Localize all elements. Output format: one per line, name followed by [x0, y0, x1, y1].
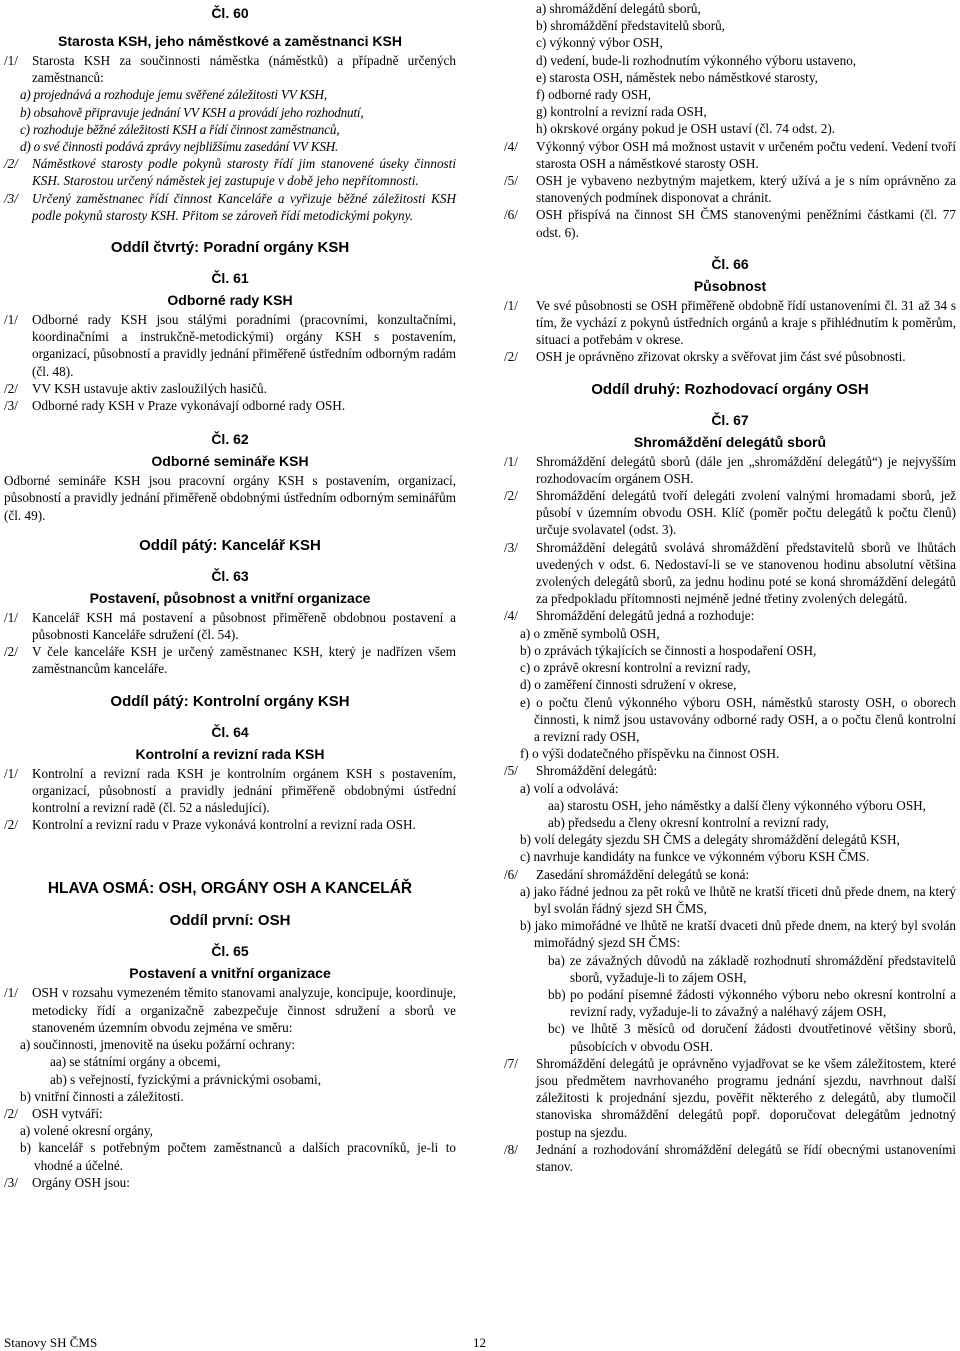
art62-title: Odborné semináře KSH — [151, 453, 309, 470]
art60-item-d: d) o své činnosti podává zprávy nejbližšímu zasedání VV KSH. — [20, 139, 339, 155]
art67-para5-item-ab: ab) předsedu a členy okresní kontrolní a revizní rady, — [548, 814, 829, 830]
art65-para3: /3/ Orgány OSH jsou: — [4, 1174, 130, 1190]
art60-item-a: a) projednává a rozhoduje jemu svěřené záležitosti VV KSH, — [20, 87, 327, 103]
art67-para5-item-a: a) volí a odvolává: — [520, 780, 619, 796]
art61-number: Čl. 61 — [211, 270, 249, 287]
art67-para4-item-a: a) o změně symbolů OSH, — [520, 625, 660, 641]
para4: /4/ Výkonný výbor OSH má možnost ustavit v určeném počtu vedení. Vedení tvoří starosta OSH a náměstkové starosty OSH. — [504, 138, 956, 171]
art60-para3: /3/ Určený zaměstnanec řídí činnost Kanceláře a vyřizuje běžné záležitosti KSH podle pokynů starosty KSH. Přitom se zároveň řídí metodickými pokyny. — [4, 190, 456, 223]
art67-para7: /7/ Shromáždění delegátů je oprávněno vyjadřovat se ke všem záležitostem, které jsou předmětem navrhovaného programu jednání sjezdu, navrhnout další záležitosti k projednání sjezdu, pověřit některého z delegátů, aby tlumočil stanoviska shromáždění delegátů popř. doporučovat delegátům jednotný postup na sjezdu. — [504, 1055, 956, 1140]
art65-item-ab: ab) s veřejností, fyzickými a právnickými osobami, — [50, 1071, 322, 1087]
art65-para2-item-b: b) kancelář s potřebným počtem zaměstnanců a dalších pracovníků, je-li to vhodné a účelné. — [20, 1140, 456, 1173]
art63-para2: /2/ V čele kanceláře KSH je určený zaměstnanec KSH, který je nadřízen všem zaměstnancům kanceláře. — [4, 644, 456, 677]
para5: /5/ OSH je vybaveno nezbytným majetkem, který užívá a je s ním oprávněno za stanovených podmínek disponovat a chránit. — [504, 173, 956, 206]
art67-para2: /2/ Shromáždění delegátů tvoří delegáti zvolení valnými hromadami sborů, jež působí v územním obvodu OSH. Klíč (poměr počtu delegátů k počtu členů) určuje svolavatel (odst. 3). — [504, 488, 956, 538]
art67-para6-item-ba: ba) ze závažných důvodů na základě rozhodnutí shromáždění představitelů sborů, vyžaduje-li to zájem OSH, — [548, 952, 956, 985]
organ-item-g: g) kontrolní a revizní rada OSH, — [536, 104, 707, 120]
section4-title: Oddíl čtvrtý: Poradní orgány KSH — [110, 239, 350, 257]
art66-title: Působnost — [693, 277, 767, 294]
art65-item-a: a) součinnosti, jmenovitě na úseku požární ochrany: — [20, 1037, 296, 1053]
art67-para1: /1/ Shromáždění delegátů sborů (dále jen „shromáždění delegátů“) je nejvyšším rozhodovacím orgánem OSH. — [504, 453, 956, 486]
art60-number: Čl. 60 — [211, 5, 249, 21]
art65-para1: /1/ OSH v rozsahu vymezeném těmito stanovami analyzuje, koncipuje, koordinuje, metodicky řídí a organizačně zabezpečuje činnost sdružení a sborů ve stanoveném územním obvodu zejména ve směru: — [4, 985, 456, 1035]
art60-para2: /2/ Náměstkové starosty podle pokynů starosty řídí jim stanovené úseky činnosti KSH. Starostou určený náměstek jej zastupuje v době jeho nepřítomnosti. — [4, 156, 456, 189]
section2-title: Oddíl druhý: Rozhodovací orgány OSH — [591, 380, 869, 398]
art67-para6-item-bb: bb) po podání písemné žádosti výkonného výboru nebo okresní kontrolní a revizní rady, vyžaduje-li to závažný a naléhavý zájem OSH, — [548, 986, 956, 1020]
art60-title: Starosta KSH, jeho náměstkové a zaměstnanci KSH — [58, 33, 402, 49]
art65-para2: /2/ OSH vytváří: — [4, 1105, 103, 1121]
section5a-title: Oddíl pátý: Kancelář KSH — [139, 536, 321, 554]
organ-item-c: c) výkonný výbor OSH, — [536, 35, 663, 51]
art61-title: Odborné rady KSH — [167, 292, 293, 309]
footer-page-number: 12 — [473, 1335, 486, 1350]
art65-title: Postavení a vnitřní organizace — [129, 965, 331, 982]
art66-para2: /2/ OSH je oprávněno zřizovat okrsky a svěřovat jim část své působnosti. — [504, 349, 906, 365]
art67-para5-item-b: b) volí delegáty sjezdu SH ČMS a delegáty shromáždění delegátů KSH, — [520, 832, 900, 848]
organ-item-b: b) shromáždění představitelů sborů, — [536, 18, 725, 34]
art64-para1: /1/ Kontrolní a revizní rada KSH je kontrolním orgánem KSH s postavením, organizací, působností a pravidly jednání přiměřeně obdobnými ústřední kontrolní a revizní radě (čl. 52 a následující). — [4, 765, 456, 816]
art61-para3: /3/ Odborné rady KSH v Praze vykonávají odborné rady OSH. — [4, 398, 346, 414]
para6: /6/ OSH přispívá na činnost SH ČMS stanovenými peněžními částkami (čl. 77 odst. 6). — [504, 207, 956, 240]
organ-item-h: h) okrskové orgány pokud je OSH ustaví (čl. 74 odst. 2). — [536, 121, 836, 137]
art67-para6: /6/ Zasedání shromáždění delegátů se koná: — [504, 866, 750, 882]
organ-item-f: f) odborné rady OSH, — [536, 87, 651, 103]
art60-item-b: b) obsahově připravuje jednání VV KSH a provádí jeho rozhodnutí, — [20, 104, 364, 120]
art67-para3: /3/ Shromáždění delegátů svolává shromáždění představitelů sborů ve lhůtách uvedených v odst. 6. Nedostaví-li se ve stanovenou hodinu absolutní většina zvolených delegátů sborů, za jednu hodinu poté se koná shromáždění delegátů za předpokladu přítomnosti nejméně jedné třetiny zvolených delegátů. — [504, 539, 956, 607]
head8-title: HLAVA OSMÁ: OSH, ORGÁNY OSH A KANCELÁŘ — [47, 880, 413, 898]
art67-para6-item-b: b) jako mimořádné ve lhůtě ne kratší dvaceti dnů přede dnem, na který byl svolán mimořádný sjezd SH ČMS: — [520, 918, 956, 951]
art63-title: Postavení, působnost a vnitřní organizace — [89, 589, 371, 606]
art66-number: Čl. 66 — [711, 255, 749, 272]
art65-number: Čl. 65 — [211, 943, 249, 960]
art65-para2-item-a: a) volené okresní orgány, — [20, 1123, 153, 1139]
art65-item-aa: aa) se státními orgány a obcemi, — [50, 1054, 221, 1070]
organ-item-d: d) vedení, bude-li rozhodnutím výkonného výboru ustaveno, — [536, 52, 857, 68]
art60-para1: /1/ Starosta KSH za součinnosti náměstka (náměstků) a případně určených zaměstnanců: — [4, 53, 456, 86]
left-column — [4, 0, 456, 1191]
art67-para5-item-aa: aa) starostu OSH, jeho náměstky a další členy výkonného výboru OSH, — [548, 797, 926, 813]
art67-para5-item-c: c) navrhuje kandidáty na funkce ve výkonném výboru KSH ČMS. — [520, 849, 870, 865]
art62-number: Čl. 62 — [211, 431, 249, 448]
art64-number: Čl. 64 — [211, 723, 249, 740]
art67-para4: /4/ Shromáždění delegátů jedná a rozhoduje: — [504, 608, 755, 624]
art63-para1: /1/ Kancelář KSH má postavení a působnost přiměřeně obdobnou postavení a působnosti Kanceláře sdružení (čl. 54). — [4, 609, 456, 643]
art63-number: Čl. 63 — [211, 567, 249, 584]
organ-item-e: e) starosta OSH, náměstek nebo náměstkové starosty, — [536, 69, 818, 85]
para-number: /1/ — [4, 53, 18, 68]
art67-para5: /5/ Shromáždění delegátů: — [504, 763, 658, 779]
art61-para2: /2/ VV KSH ustavuje aktiv zasloužilých hasičů. — [4, 380, 267, 396]
section1-title: Oddíl první: OSH — [169, 912, 291, 930]
art67-title: Shromáždění delegátů sborů — [633, 433, 827, 450]
right-column — [504, 0, 956, 1175]
section5b-title: Oddíl pátý: Kontrolní orgány KSH — [110, 692, 350, 710]
art64-title: Kontrolní a revizní rada KSH — [135, 745, 325, 762]
art60-item-c: c) rozhoduje běžné záležitosti KSH a řídí činnost zaměstnanců, — [20, 121, 340, 137]
art61-para1: /1/ Odborné rady KSH jsou stálými poradními (pracovními, konzultačními, koordinačními a instrukčně-metodickými) orgány KSH s postavením, organizací, působností a pravidly jednání přiměřeně ústředním odborným radám (čl. 48). — [4, 312, 456, 379]
art66-para1: /1/ Ve své působnosti se OSH přiměřeně obdobně řídí ustanoveními čl. 31 až 34 s tím, že vychází z pokynů ústředních orgánů a kraje s přihlédnutím k poměrům, situaci a potřebám v okrese. — [504, 297, 956, 348]
art67-para6-item-a: a) jako řádné jednou za pět roků ve lhůtě ne kratší třiceti dnů přede dnem, na který byl svolán řádný sjezd SH ČMS, — [520, 883, 956, 916]
art67-para4-item-b: b) o zprávách týkajících se činnosti a hospodaření OSH, — [520, 642, 817, 658]
footer-doc-name: Stanovy SH ČMS — [4, 1335, 98, 1350]
art67-para4-item-d: d) o zaměření činnosti sdružení v okrese, — [520, 677, 737, 693]
art67-number: Čl. 67 — [711, 411, 749, 428]
organ-item-a: a) shromáždění delegátů sborů, — [536, 1, 701, 16]
art62-para: Odborné semináře KSH jsou pracovní orgány KSH s postavením, organizací, působností a pravidly jednání přiměřeně obdobnými ústředním odborným seminářům (čl. 49). — [4, 473, 456, 523]
art67-para4-item-c: c) o zprávě okresní kontrolní a revizní rady, — [520, 660, 751, 676]
art65-item-b: b) vnitřní činnosti a záležitosti. — [20, 1088, 184, 1104]
art64-para2: /2/ Kontrolní a revizní radu v Praze vykonává kontrolní a revizní rada OSH. — [4, 817, 416, 833]
art67-para4-item-f: f) o výši dodatečného příspěvku na činnost OSH. — [520, 746, 780, 762]
art67-para4-item-e: e) o počtu členů výkonného výboru OSH, náměstků starosty OSH, o oborech činnosti, k nimž jsou ustavovány odborné rady OSH, a o počtu členů kontrolní a revizní rady OSH, — [520, 694, 956, 744]
art67-para6-item-bc: bc) ve lhůtě 3 měsíců od doručení žádosti dvoutřetinové většiny sborů, působících v obvodu OSH. — [548, 1021, 956, 1054]
art67-para8: /8/ Jednání a rozhodování shromáždění delegátů se řídí obecnými ustanoveními stanov. — [504, 1141, 956, 1174]
